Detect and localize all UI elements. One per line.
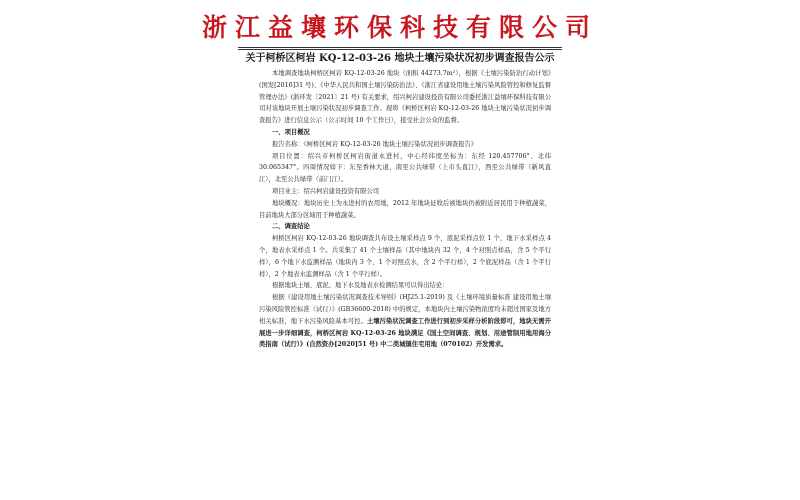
project-location: 项目位置：绍兴市柯桥区柯岩街道永进村，中心经纬度坐标为：东经 120.457706°、北纬 30.065347°。四周情况如下：东至香林大道，南至公共绿带（上市头直江），西至公共绿带（新风直江），北至公共绿带（前门江）。 — [259, 152, 551, 184]
conclusion-bold: 土壤污染状况调查工作进行到初步采样分析阶段即可，地块无需开展进一步详细调查，柯桥区柯岩 KQ-12-03-26 地块满足《国土空间调查、规划、用途管制用地用海分类指南（试行）》(自然资办[2020]51 号) 中二类城镇住宅用地（070102）开发需求。 — [259, 317, 552, 349]
conclusion-normal: 根据《建设用地土壤污染状况调查技术导则》(HJ25.1-2019) 及《土壤环境质量标准 建设用地土壤污染风险管控标准（试行）》(GB36600-2018) 中的规定，本地块内土壤污染物浓度均未超过国家及地方相关标准，地下水污染风险基本可控。 — [259, 294, 551, 325]
notice-body — [259, 68, 551, 351]
report-name: 报告名称：《柯桥区柯岩 KQ-12-03-26 地块土壤污染状况初步调查报告》 — [272, 140, 478, 148]
conclusion-intro: 根据地块土壤、底泥、地下水及地表水检测结果可以得出结论： — [272, 282, 449, 290]
section-heading-overview: 一、项目概况 — [272, 128, 310, 136]
site-overview: 地块概况：地块历史上为永进村的农用地，2012 年地块征收后被地块仍被附近居民用于种植蔬菜，目前地块大部分区域用于种植蔬菜。 — [259, 199, 551, 219]
sampling-summary: 柯桥区柯岩 KQ-12-03-26 地块调查共布设土壤采样点 9 个，底泥采样点位 1 个，地下水采样点 4 个，地表水采样点 1 个。共采集了 41 个土壤样品（其中地块内 32 个，4 个对照点样品，含 5 个平行样），6 个地下水监测样品（地块内 3 个、1 个对照点水，含 2 个平行样），2 个底泥样品（含 1 个平行样），2 个地表水监测样品（含 1 个平行样）。 — [259, 235, 551, 278]
intro-paragraph: 本地调查地块柯桥区柯岩 KQ-12-03-26 地块（面积 44273.7m²），根据《土壤污染防治行动计划》(国发[2016]31 号)、《中华人民共和国土壤污染防治法》、《浙江省建设用地土壤污染风险管控和修复监督管理办法》(浙环发〔2021〕21 号) 有关要求，绍兴柯岩建设投资有限公司委托浙江益壤环保科技有限公司对该地块开展土壤污染状况初步调查工作。现将《柯桥区柯岩 KQ-12-03-26 地块土壤污染状况初步调查报告》进行信息公示（公示时间 10 个工作日），接受社会公众的监督。 — [259, 70, 551, 125]
notice-title: 关于柯桥区柯岩 KQ-12-03-26 地块土壤污染状况初步调查报告公示 — [245, 53, 555, 64]
conclusion-paragraph — [259, 292, 551, 351]
project-owner: 项目业主：绍兴柯岩建设投资有限公司 — [272, 187, 380, 195]
section-heading-conclusion: 二、调查结论 — [272, 223, 310, 231]
header-rule-bottom — [238, 49, 562, 50]
company-letterhead: 浙江益壤环保科技有限公司 — [201, 13, 598, 42]
header-rule-top — [238, 47, 562, 48]
